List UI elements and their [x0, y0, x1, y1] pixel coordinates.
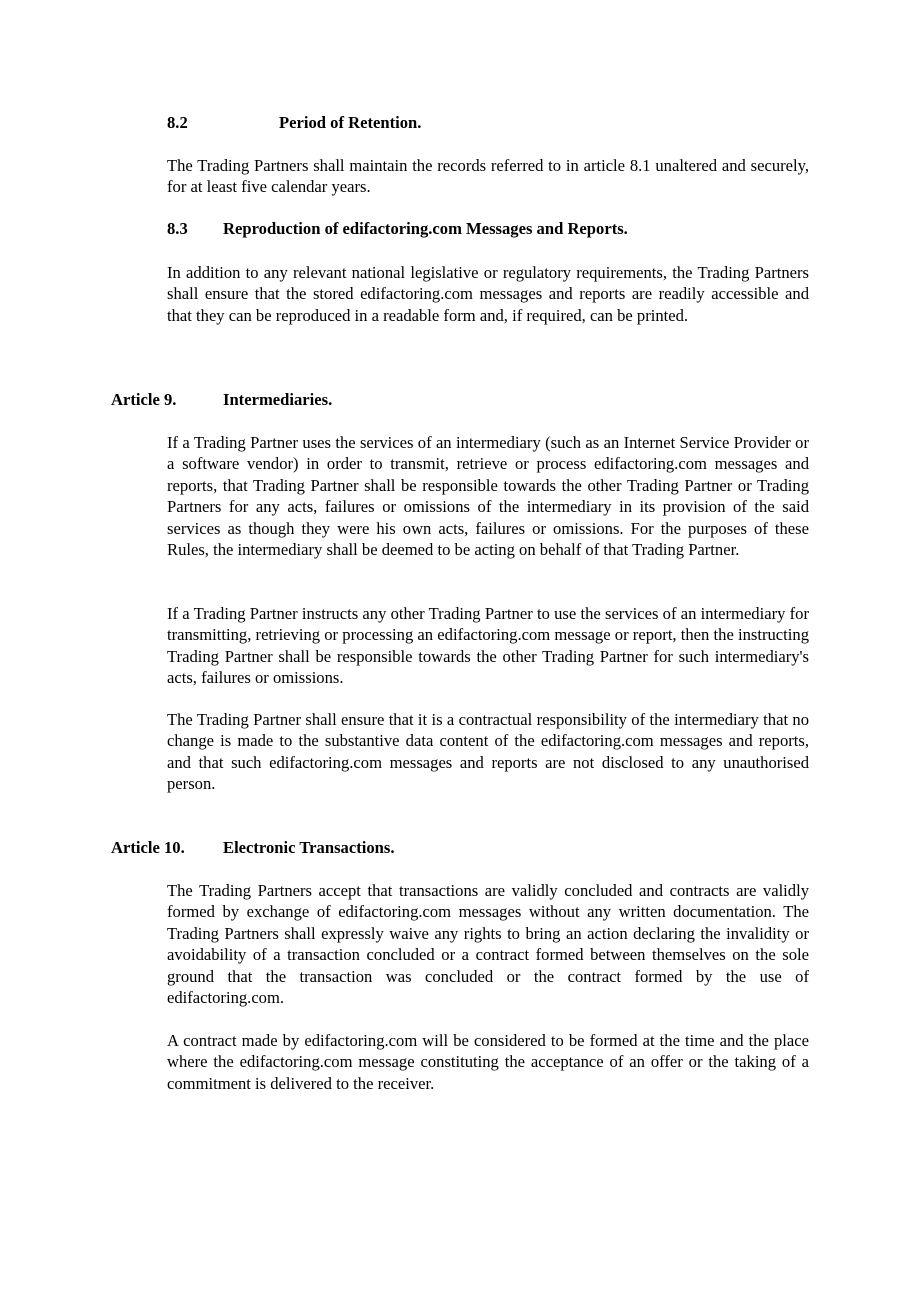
section-8-3-paragraph: In addition to any relevant national legislative or regulatory requirements, the Trading Partners shall ensure that the stored edifactoring.com messages and reports are readily accessible and that they can be reproduced in a readable form and, if required, can be printed. [167, 263, 809, 325]
article-title: Intermediaries. [223, 390, 333, 409]
section-title: Period of Retention. [279, 113, 422, 132]
article-title: Electronic Transactions. [223, 838, 395, 857]
article-9-paragraph-2: If a Trading Partner instructs any other Trading Partner to use the services of an intermediary for transmitting, retrieving or processing an edifactoring.com message or report, then the instructing Trading Partner shall be responsible towards the other Trading Partner for such intermediary's acts, failures or omissions. [167, 604, 809, 688]
article-number: Article 10. [111, 838, 185, 857]
section-number: 8.3 [167, 219, 188, 238]
section-number: 8.2 [167, 113, 188, 132]
article-9-paragraph-3: The Trading Partner shall ensure that it is a contractual responsibility of the intermediary that no change is made to the substantive data content of the edifactoring.com messages and reports, and that such edifactoring.com messages and reports are not disclosed to any unauthorised person. [167, 710, 809, 794]
section-8-2-paragraph: The Trading Partners shall maintain the records referred to in article 8.1 unaltered and securely, for at least five calendar years. [167, 156, 809, 197]
section-title: Reproduction of edifactoring.com Messages and Reports. [223, 219, 628, 238]
article-10-paragraph-2: A contract made by edifactoring.com will be considered to be formed at the time and the place where the edifactoring.com message constituting the acceptance of an offer or the taking of a commitment is delivered to the receiver. [167, 1031, 809, 1093]
article-10-paragraph-1: The Trading Partners accept that transactions are validly concluded and contracts are validly formed by exchange of edifactoring.com messages without any written documentation. The Trading Partners shall expressly waive any rights to bring an action declaring the invalidity or avoidability of a transaction concluded or a contract formed between themselves on the sole ground that the transaction was concluded or the contract formed by the use of edifactoring.com. [167, 881, 809, 1008]
article-number: Article 9. [111, 390, 177, 409]
article-9-paragraph-1: If a Trading Partner uses the services of an intermediary (such as an Internet Service Provider or a software vendor) in order to transmit, retrieve or process edifactoring.com messages and reports, that Trading Partner shall be responsible towards the other Trading Partner or Trading Partners for any acts, failures or omissions of the intermediary in its provision of the said services as though they were his own acts, failures or omissions. For the purposes of these Rules, the intermediary shall be deemed to be acting on behalf of that Trading Partner. [167, 433, 809, 560]
